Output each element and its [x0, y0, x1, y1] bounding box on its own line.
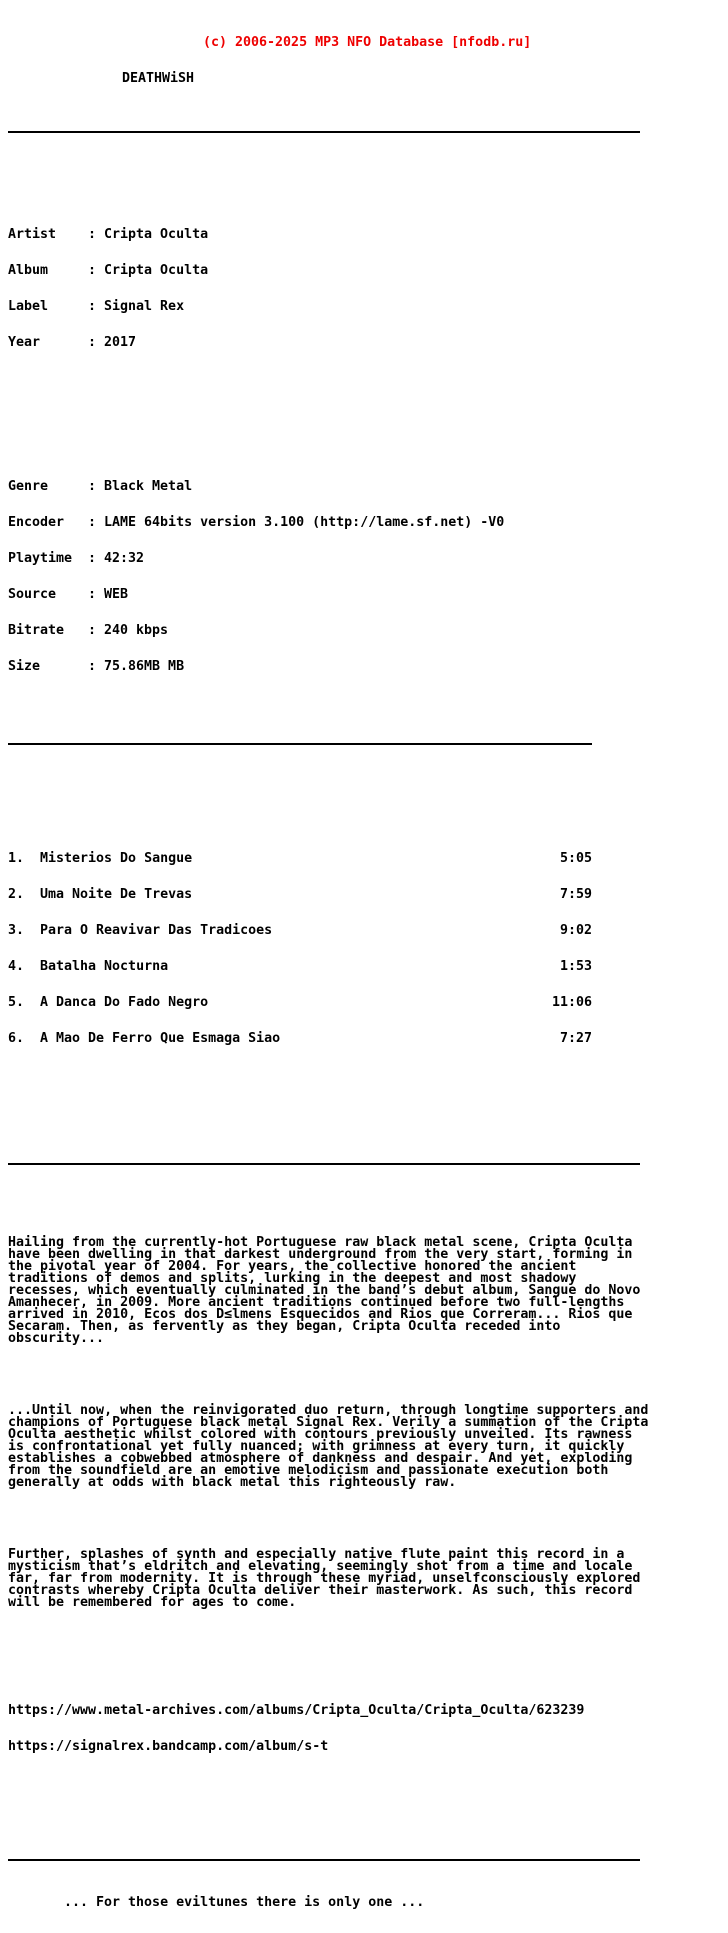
separator: : — [88, 299, 97, 314]
track-duration: 7:27 — [559, 1031, 592, 1046]
separator: : — [88, 479, 97, 494]
link-bandcamp: https://signalrex.bandcamp.com/album/s-t — [8, 1739, 329, 1754]
year-value: 2017 — [104, 335, 137, 350]
footer-tagline: ... For those eviltunes there is only one ... — [64, 1895, 425, 1910]
track-number: 2. — [8, 887, 25, 902]
source-label: Source — [8, 587, 57, 602]
separator: : — [88, 227, 97, 242]
links-block — [8, 1681, 728, 1777]
source-row — [8, 589, 728, 601]
encoder-row — [8, 517, 728, 529]
separator: : — [88, 515, 97, 530]
track-row — [8, 997, 592, 1009]
release-name: DEATHWiSH — [122, 71, 195, 86]
size-value: 75.86MB MB — [104, 659, 185, 674]
spacer — [8, 1813, 728, 1825]
track-duration: 5:05 — [559, 851, 592, 866]
bitrate-value: 240 kbps — [104, 623, 169, 638]
artist-value: Cripta Oculta — [104, 227, 209, 242]
artist-label: Artist — [8, 227, 57, 242]
encoder-label: Encoder — [8, 515, 65, 530]
spacer — [8, 769, 728, 793]
bitrate-label: Bitrate — [8, 623, 65, 638]
playtime-label: Playtime — [8, 551, 73, 566]
spacer — [8, 157, 728, 169]
spacer — [8, 409, 728, 421]
track-duration: 7:59 — [559, 887, 592, 902]
track-number: 4. — [8, 959, 25, 974]
separator: : — [88, 587, 97, 602]
separator: : — [88, 623, 97, 638]
label-row — [8, 301, 728, 313]
artist-row — [8, 229, 728, 241]
spacer — [8, 1369, 728, 1381]
label-label: Label — [8, 299, 49, 314]
track-number: 3. — [8, 923, 25, 938]
genre-value: Black Metal — [104, 479, 193, 494]
separator: : — [88, 659, 97, 674]
source-value: WEB — [104, 587, 129, 602]
nfo-copyright: (c) 2006-2025 MP3 NFO Database [nfodb.ru] — [203, 35, 532, 50]
review-paragraph-1: Hailing from the currently-hot Portuguese raw black metal scene, Cripta Oculta have been dwelling in that darkest underground from the very start, forming in the pivotal year of 2004. For years, the collective honored the ancient traditions of demos and splits, lurking in the deepest and most shadowy recesses, which eventually culminated in the band’s debut album, Sangue do Novo Amanhecer, in 2009. More ancient traditions continued before two full-lengths arrived in 2010, Ecos dos D≤lmens Esquecidos and Rios que Correram... Rios que Secaram. Then, as fervently as they began, Cripta Oculta receded into obscurity... — [8, 1235, 641, 1346]
track-row — [8, 853, 592, 865]
bitrate-row — [8, 625, 728, 637]
size-row — [8, 661, 728, 673]
track-row — [8, 1033, 592, 1045]
review-paragraph-2: ...Until now, when the reinvigorated duo return, through longtime supporters and champions of Portuguese black metal Signal Rex. Verily a summation of the Cripta Oculta aesthetic whilst colored with contours previously unveiled. Its rawness is confrontational yet fully nuanced; with grimness at every turn, it quickly establishes a cobwebbed atmosphere of dankness and despair. And yet, exploding from the soundfield are an emotive melodicism and passionate execution both generally at odds with black metal this righteously raw. — [8, 1403, 649, 1490]
track-title: Para O Reavivar Das Tradicoes — [40, 923, 273, 938]
year-row — [8, 337, 728, 349]
release-info-block — [8, 205, 728, 373]
genre-label: Genre — [8, 479, 49, 494]
track-row — [8, 961, 592, 973]
track-duration: 1:53 — [559, 959, 592, 974]
album-label: Album — [8, 263, 49, 278]
encode-info-block — [8, 457, 728, 697]
separator: : — [88, 263, 97, 278]
track-title: A Danca Do Fado Negro — [40, 995, 209, 1010]
track-number: 5. — [8, 995, 25, 1010]
divider — [8, 121, 640, 133]
genre-row — [8, 481, 728, 493]
track-title: Misterios Do Sangue — [40, 851, 193, 866]
album-row — [8, 265, 728, 277]
spacer — [8, 1189, 728, 1201]
tracklist — [8, 829, 728, 1069]
playtime-value: 42:32 — [104, 551, 145, 566]
divider — [8, 733, 592, 745]
track-row — [8, 889, 592, 901]
track-row — [8, 925, 592, 937]
track-number: 6. — [8, 1031, 25, 1046]
track-title: Uma Noite De Trevas — [40, 887, 193, 902]
label-value: Signal Rex — [104, 299, 185, 314]
album-value: Cripta Oculta — [104, 263, 209, 278]
track-title: Batalha Nocturna — [40, 959, 169, 974]
track-title: A Mao De Ferro Que Esmaga Siao — [40, 1031, 281, 1046]
review-paragraph-3: Further, splashes of synth and especially native flute paint this record in a mysticism that’s eldritch and elevating, seemingly shot from a time and locale far, far from modernity. It is through these myriad, unselfconsciously explored contrasts whereby Cripta Oculta deliver their masterwork. As such, this record will be remembered for ages to come. — [8, 1547, 641, 1610]
separator: : — [88, 335, 97, 350]
link-metal-archives: https://www.metal-archives.com/albums/Cripta_Oculta/Cripta_Oculta/623239 — [8, 1703, 585, 1718]
spacer — [8, 1513, 728, 1525]
track-number: 1. — [8, 851, 25, 866]
spacer — [8, 1633, 728, 1645]
track-duration: 11:06 — [551, 995, 592, 1010]
divider — [8, 1849, 640, 1861]
divider — [8, 1153, 640, 1165]
year-label: Year — [8, 335, 41, 350]
separator: : — [88, 551, 97, 566]
spacer — [8, 1105, 728, 1129]
encoder-value: LAME 64bits version 3.100 (http://lame.sf.net) -V0 — [104, 515, 505, 530]
playtime-row — [8, 553, 728, 565]
size-label: Size — [8, 659, 41, 674]
track-duration: 9:02 — [559, 923, 592, 938]
